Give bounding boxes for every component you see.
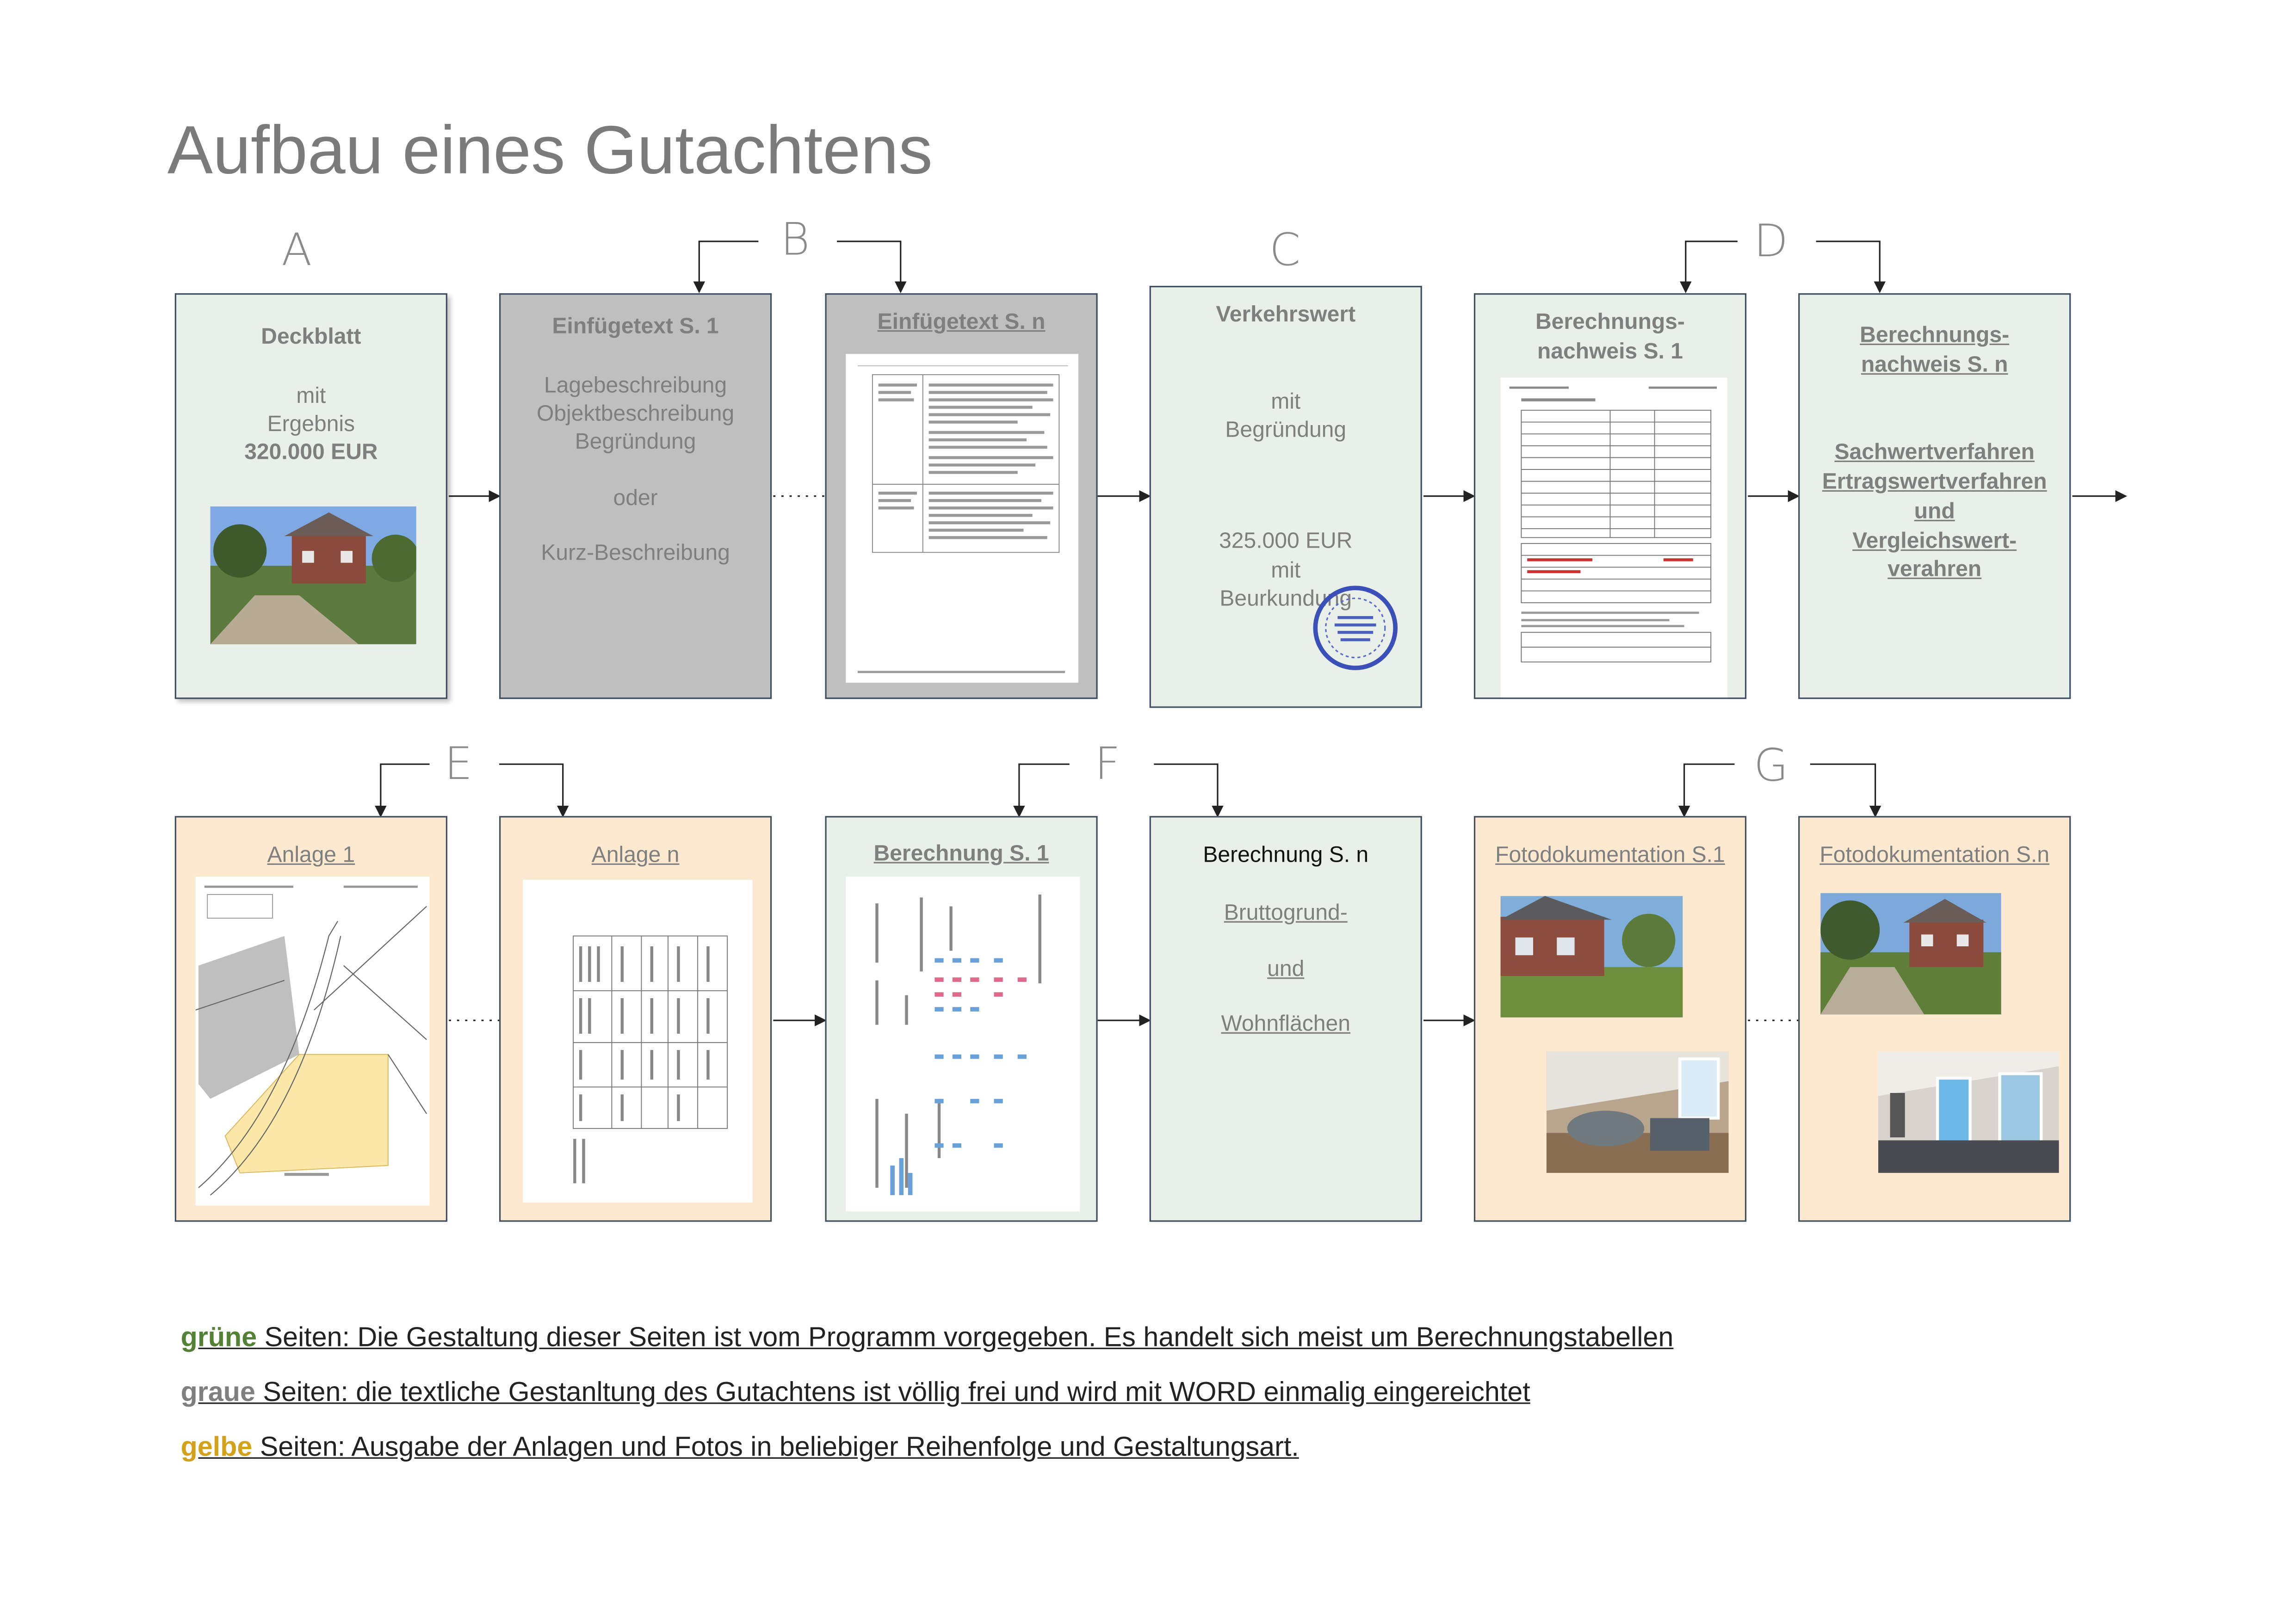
legend-grey-key: graue xyxy=(180,1376,255,1407)
legend-yellow xyxy=(181,1431,1299,1463)
einfuege1-line-3: oder xyxy=(613,486,658,511)
einfuege1-line-1: Objektbeschreibung xyxy=(536,401,735,427)
anlagen-title: Anlage n xyxy=(591,842,680,868)
legend-yellow-text: Seiten: Ausgabe der Anlagen und Fotos in beliebiger Reihenfolge und Gestaltungsart. xyxy=(252,1431,1299,1462)
bracket-g-right xyxy=(1810,764,1875,816)
berechnung-sn-line-1: und xyxy=(1267,957,1305,982)
table-document-thumbnail xyxy=(523,880,752,1203)
verkehrswert-line2: Begründung xyxy=(1225,417,1347,443)
deckblatt-line2: Ergebnis xyxy=(267,412,355,437)
bracket-b-right xyxy=(837,241,901,292)
rotated-table-thumbnail xyxy=(846,877,1080,1212)
box-berechnungsnachweis-sn xyxy=(1798,293,2071,699)
bracket-f-left xyxy=(1019,764,1070,816)
berechnung1-title-2: nachweis S. 1 xyxy=(1537,339,1683,364)
verkehrswert-line1: mit xyxy=(1271,389,1301,415)
berechnungn-line-2: und xyxy=(1914,499,1955,525)
box-berechnung-sn xyxy=(1150,816,1422,1222)
bracket-f-right xyxy=(1154,764,1218,816)
foto1-title: Fotodokumentation S.1 xyxy=(1495,842,1725,868)
box-einfuegetext-s1 xyxy=(499,293,772,699)
house-driveway-photo xyxy=(1820,893,2001,1015)
bracket-e-left xyxy=(381,764,430,816)
bracket-b-left xyxy=(699,241,758,292)
verkehrswert-line3: mit xyxy=(1271,558,1301,584)
einfuege1-title: Einfügetext S. 1 xyxy=(552,314,719,339)
box-verkehrswert xyxy=(1150,286,1422,708)
bracket-d-left xyxy=(1686,241,1738,292)
letter-b: B xyxy=(780,215,810,267)
letter-g: G xyxy=(1754,740,1789,793)
page-title: Aufbau eines Gutachtens xyxy=(167,111,933,188)
einfuege1-line-2: Begründung xyxy=(575,429,696,455)
legend-green xyxy=(181,1321,1674,1353)
berechnungn-line-0: Sachwertverfahren xyxy=(1834,439,2035,465)
letter-e: E xyxy=(444,739,473,791)
berechnungn-line-4: verahren xyxy=(1888,556,1982,582)
box-berechnungsnachweis-s1 xyxy=(1474,293,1746,699)
anlage1-title: Anlage 1 xyxy=(267,842,355,868)
box-anlage-1 xyxy=(175,816,447,1222)
verkehrswert-title: Verkehrswert xyxy=(1216,302,1356,327)
legend-green-key: grüne xyxy=(180,1321,257,1352)
einfuege1-line-0: Lagebeschreibung xyxy=(544,373,727,399)
verkehrswert-line4: Beurkundung xyxy=(1219,586,1352,612)
map-document-thumbnail xyxy=(196,877,430,1206)
bracket-e-right xyxy=(499,764,563,816)
legend-grey-text: Seiten: die textliche Gestanltung des Gutachtens ist völlig frei und wird mit WORD einmalig eingereichtet xyxy=(255,1376,1530,1407)
bracket-d-right xyxy=(1816,241,1880,292)
berechnung-sn-line-0: Bruttogrund- xyxy=(1224,900,1348,926)
house-exterior-photo xyxy=(1501,896,1683,1018)
box-deckblatt xyxy=(175,293,447,699)
berechnung1-title-1: Berechnungs- xyxy=(1535,309,1685,335)
berechnung-s1-title: Berechnung S. 1 xyxy=(873,841,1049,867)
deckblatt-value: 320.000 EUR xyxy=(244,439,378,465)
berechnungn-line-3: Vergleichswert- xyxy=(1852,529,2017,554)
legend-green-text: Seiten: Die Gestaltung dieser Seiten ist vom Programm vorgegeben. Es handelt sich meist um Berechnungstabellen xyxy=(257,1321,1674,1352)
box-fotodokumentation-s1 xyxy=(1474,816,1746,1222)
house-photo xyxy=(210,506,416,644)
box-einfuegetext-sn xyxy=(825,293,1097,699)
berechnung-sn-line-2: Wohnflächen xyxy=(1221,1011,1350,1037)
berechnungn-title-1: Berechnungs- xyxy=(1860,323,2010,348)
foton-title: Fotodokumentation S.n xyxy=(1819,842,2049,868)
stamp-seal-icon xyxy=(1311,584,1400,673)
letter-a: A xyxy=(281,225,312,277)
box-berechnung-s1 xyxy=(825,816,1097,1222)
einfuege1-line-4: Kurz-Beschreibung xyxy=(541,540,730,566)
legend-grey xyxy=(181,1376,1530,1408)
deckblatt-title: Deckblatt xyxy=(261,324,361,350)
letter-d: D xyxy=(1754,216,1789,268)
calculation-document-thumbnail xyxy=(1501,377,1727,697)
bathroom-photo xyxy=(1547,1051,1729,1173)
bracket-g-left xyxy=(1684,764,1735,816)
legend-yellow-key: gelbe xyxy=(180,1431,253,1462)
deckblatt-line1: mit xyxy=(296,383,326,409)
berechnung-sn-title: Berechnung S. n xyxy=(1203,842,1369,868)
letter-f: F xyxy=(1095,739,1120,791)
interior-room-photo xyxy=(1878,1051,2059,1173)
box-fotodokumentation-sn xyxy=(1798,816,2071,1222)
text-document-thumbnail xyxy=(846,354,1078,683)
berechnungn-line-1: Ertragswertverfahren xyxy=(1822,469,2047,495)
letter-c: C xyxy=(1269,225,1301,277)
einfuegen-title: Einfügetext S. n xyxy=(877,309,1046,335)
box-anlage-n xyxy=(499,816,772,1222)
berechnungn-title-2: nachweis S. n xyxy=(1861,352,2008,378)
verkehrswert-value: 325.000 EUR xyxy=(1219,529,1353,554)
